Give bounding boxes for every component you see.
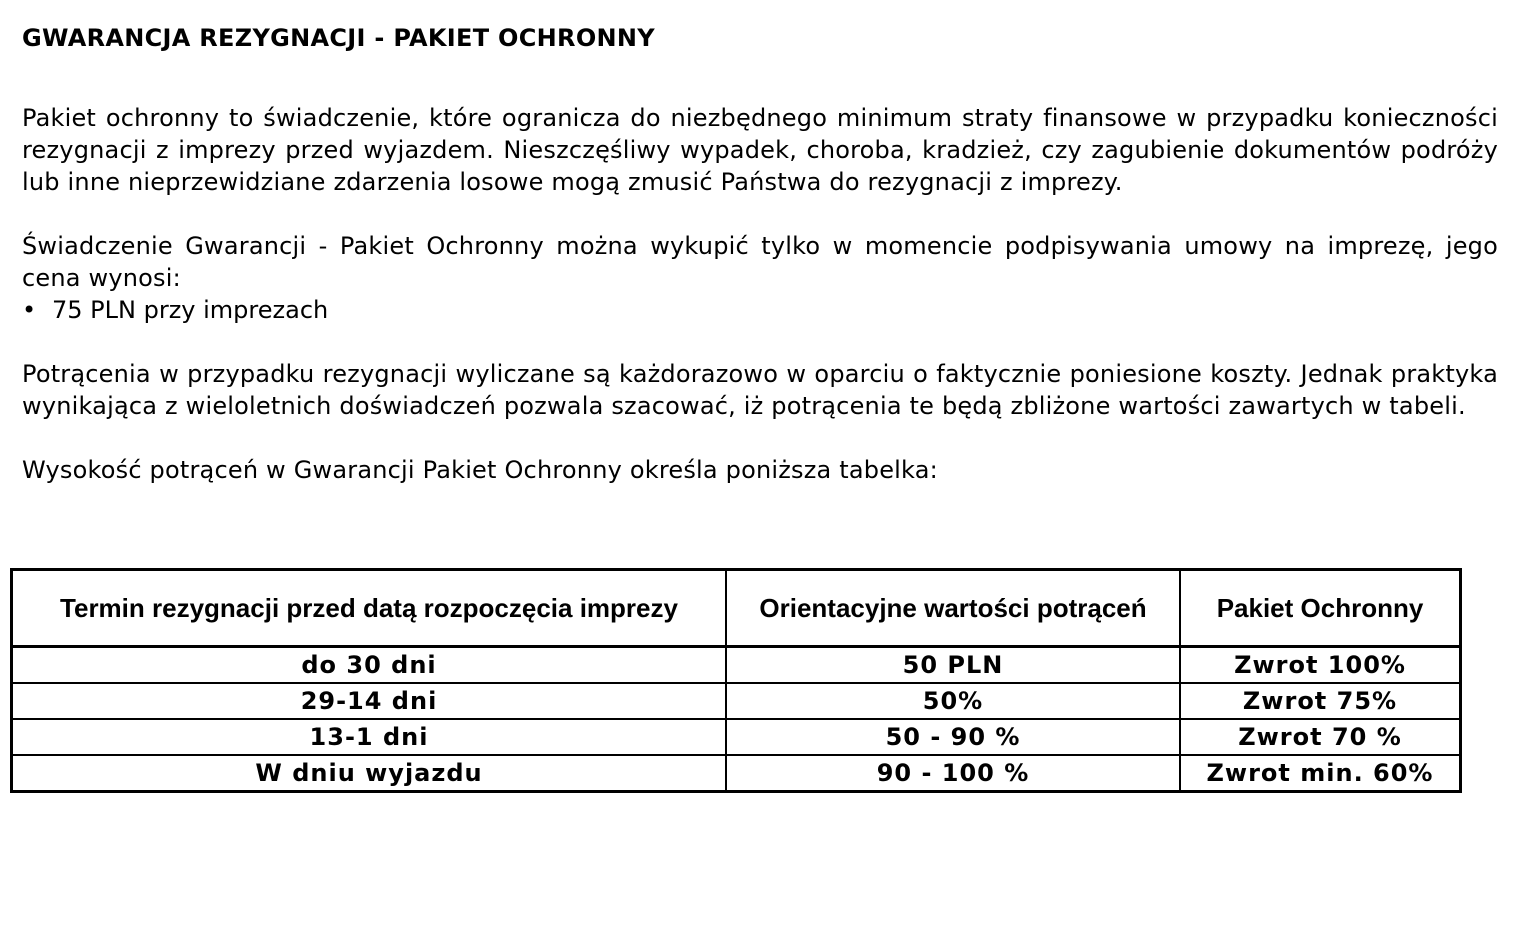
table-cell-term: 13-1 dni [12, 719, 727, 755]
table-cell-refund: Zwrot min. 60% [1180, 755, 1461, 792]
table-header-row [12, 570, 1461, 647]
list-item [22, 294, 1498, 326]
table-cell-term: W dniu wyjazdu [12, 755, 727, 792]
table-cell-refund: Zwrot 100% [1180, 647, 1461, 684]
table-row [12, 683, 1461, 719]
column-header-package: Pakiet Ochronny [1180, 570, 1461, 647]
table-cell-deduction: 50 - 90 % [726, 719, 1180, 755]
table-cell-deduction: 50% [726, 683, 1180, 719]
price-list [22, 294, 1498, 326]
table-cell-term: 29-14 dni [12, 683, 727, 719]
list-item-text: 75 PLN przy imprezach [52, 296, 329, 324]
column-header-term: Termin rezygnacji przed datą rozpoczęcia imprezy [12, 570, 727, 647]
deductions-table [10, 568, 1462, 793]
paragraph-deductions: Potrącenia w przypadku rezygnacji wyliczane są każdorazowo w oparciu o faktycznie poniesione koszty. Jednak praktyka wynikająca z wieloletnich doświadczeń pozwala szacować, iż potrącenia te będą zbliżone wartości zawartych w tabeli. [22, 360, 1498, 420]
table-cell-term: do 30 dni [12, 647, 727, 684]
paragraph-description: Pakiet ochronny to świadczenie, które ogranicza do niezbędnego minimum straty finansowe w przypadku konieczności rezygnacji z imprezy przed wyjazdem. Nieszczęśliwy wypadek, choroba, kradzież, czy zagubienie dokumentów podróży lub inne nieprzewidziane zdarzenia losowe mogą zmusić Państwa do rezygnacji z imprezy. [22, 104, 1498, 196]
table-row [12, 755, 1461, 792]
bullet-icon: • [22, 296, 37, 324]
paragraph-purchase-info: Świadczenie Gwarancji - Pakiet Ochronny można wykupić tylko w momencie podpisywania umowy na imprezę, jego cena wynosi: [22, 232, 1498, 292]
column-header-deductions: Orientacyjne wartości potrąceń [726, 570, 1180, 647]
table-cell-refund: Zwrot 75% [1180, 683, 1461, 719]
paragraph-table-intro: Wysokość potrąceń w Gwarancji Pakiet Ochronny określa poniższa tabelka: [22, 456, 938, 484]
table-cell-deduction: 90 - 100 % [726, 755, 1180, 792]
table-row [12, 719, 1461, 755]
table-cell-deduction: 50 PLN [726, 647, 1180, 684]
document-title: GWARANCJA REZYGNACJI - PAKIET OCHRONNY [22, 24, 655, 52]
document-body [22, 22, 1498, 486]
table-row [12, 647, 1461, 684]
table-cell-refund: Zwrot 70 % [1180, 719, 1461, 755]
